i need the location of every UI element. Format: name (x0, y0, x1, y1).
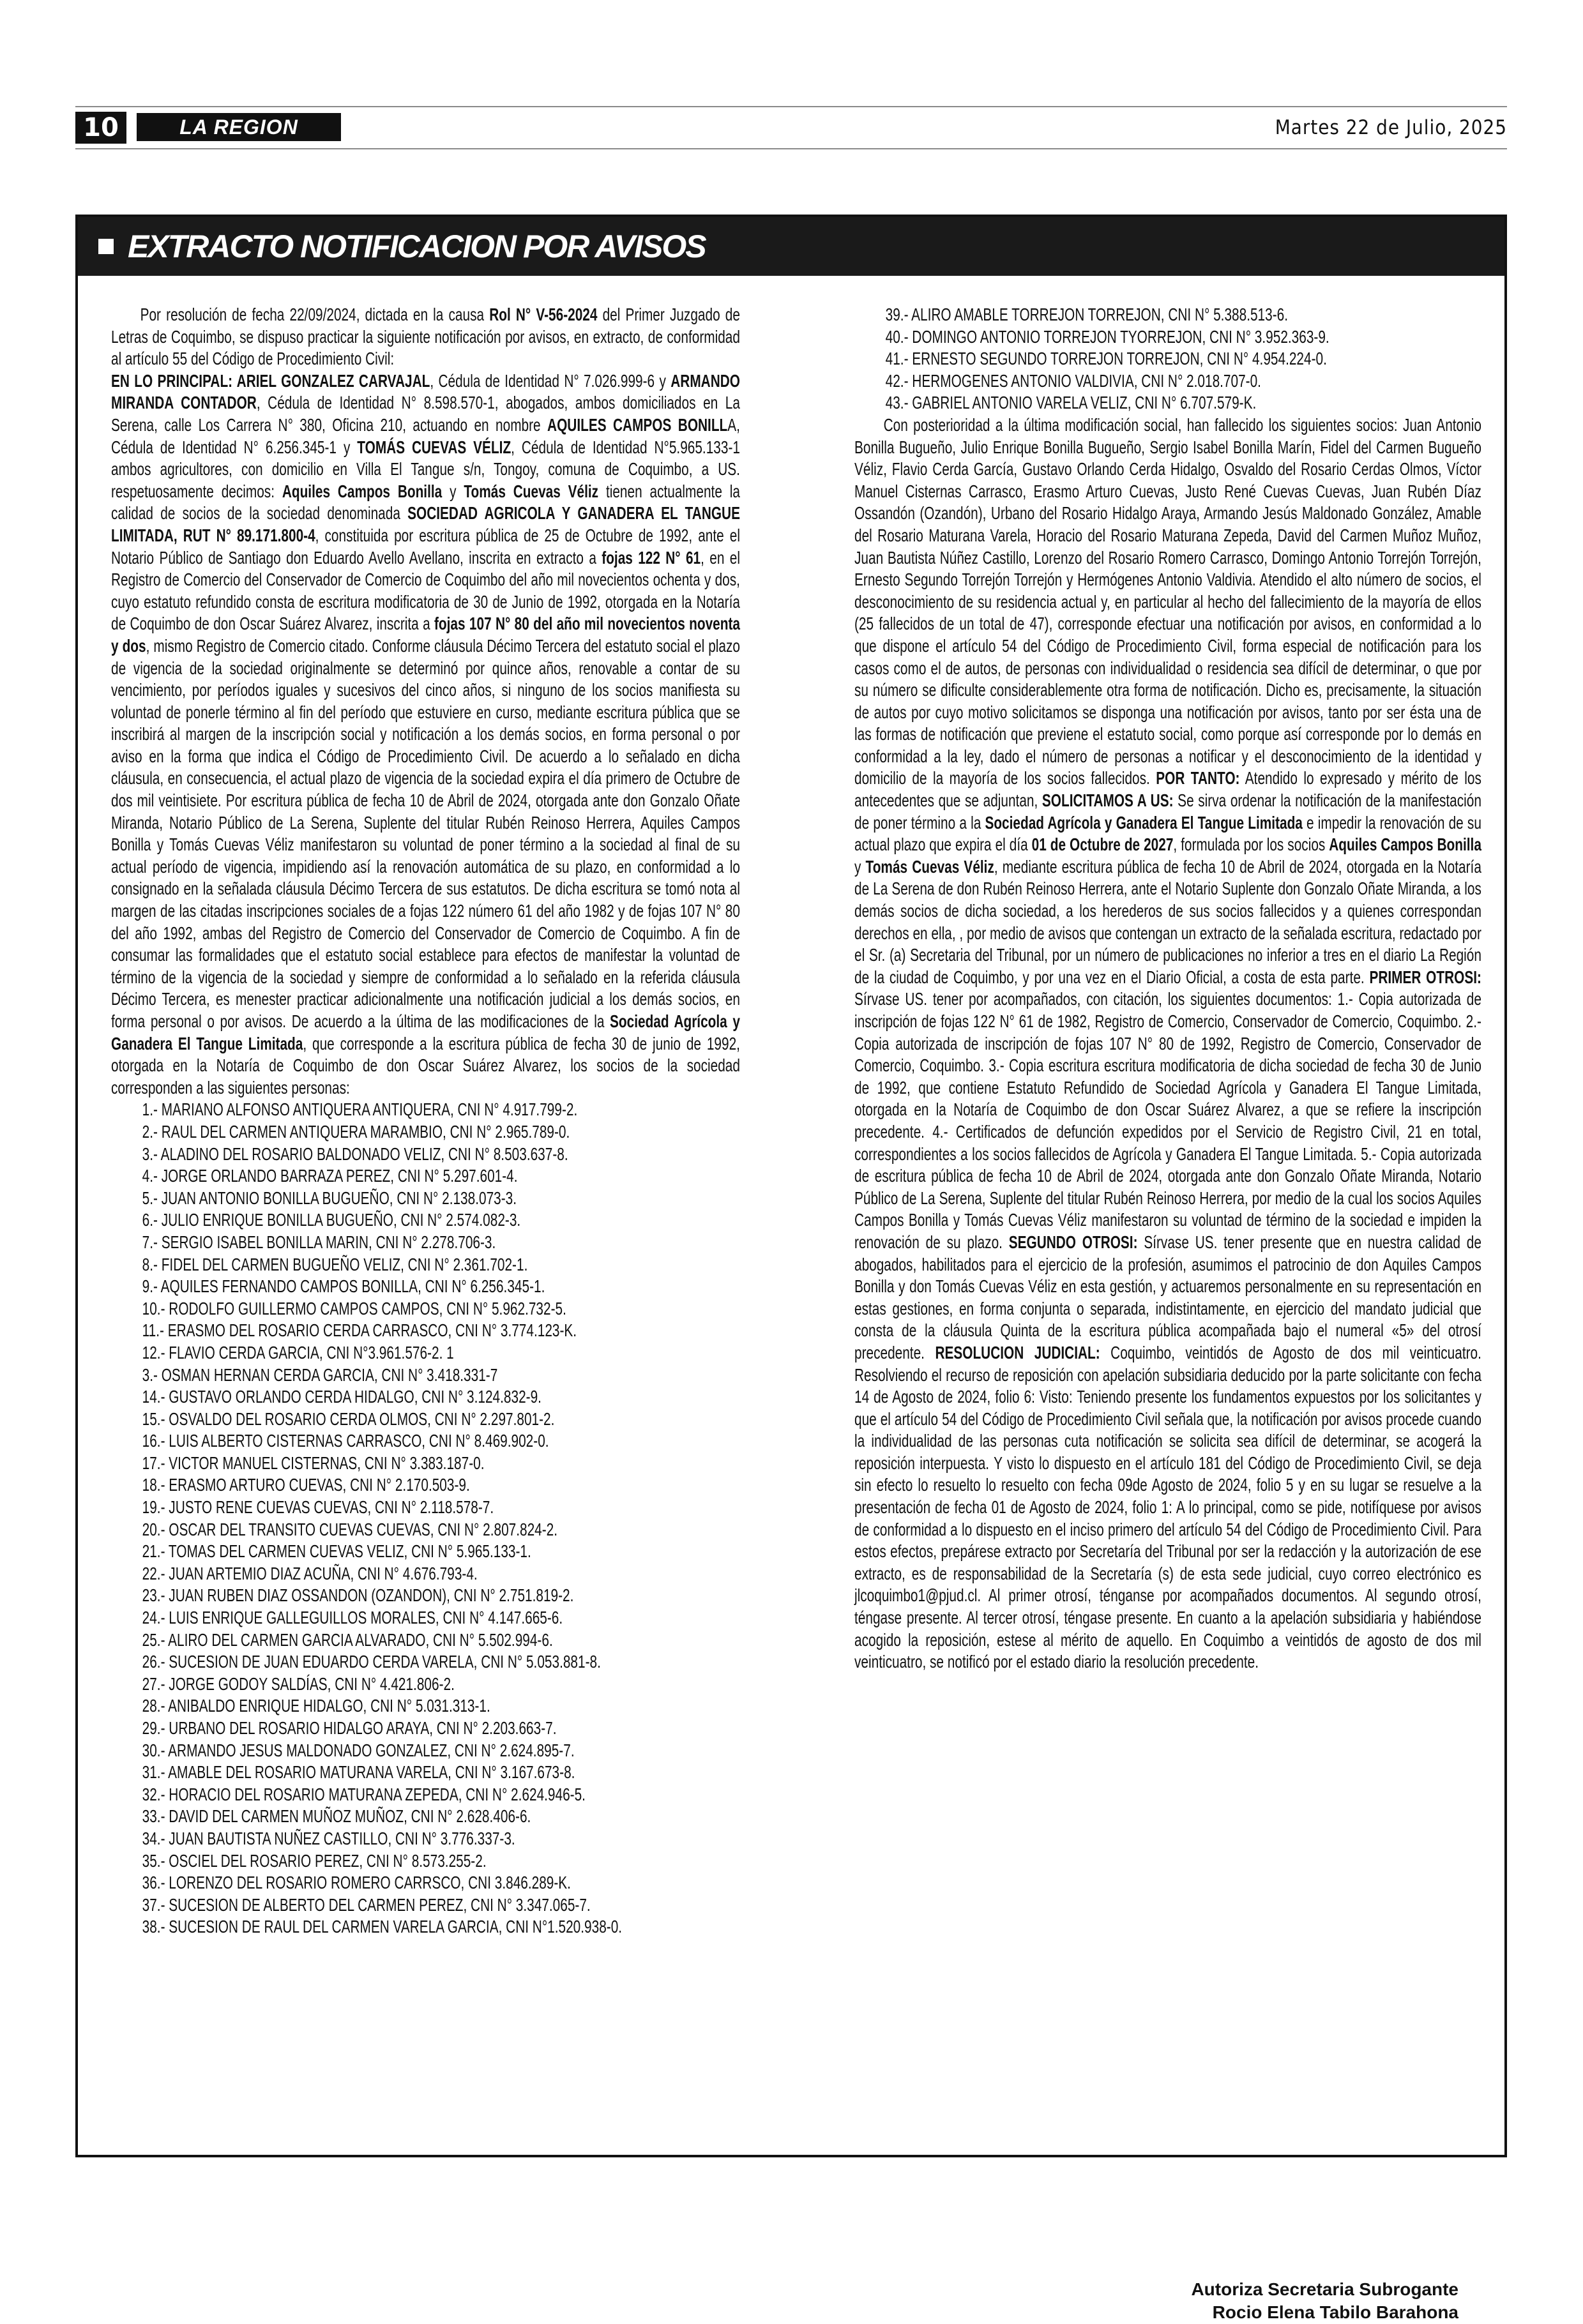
partner-entry: 16.- LUIS ALBERTO CISTERNAS CARRASCO, CNI N° 8.469.902-0. (142, 1431, 549, 1451)
partner-entry: 15.- OSVALDO DEL ROSARIO CERDA OLMOS, CNI N° 2.297.801-2. (142, 1408, 555, 1429)
partner-entry: 6.- JULIO ENRIQUE BONILLA BUGUEÑO, CNI N° 2.574.082-3. (142, 1210, 521, 1230)
notice-continuation: Con posterioridad a la última modificación social, han fallecido los siguientes socios: Juan Antonio Bonilla Bugueño, Julio Enrique Bonilla Bugueño, Sergio Isabel Bonilla Marín, Fidel del Carmen Bugueño Véliz, Flavio Cerda García, Gustavo Orlando Cerda Hidalgo, Osvaldo del Rosario Cerdas Olmos, Víctor Manuel Cisternas Carrasco, Erasmo Arturo Cuevas, Justo René Cuevas Cuevas, Juan Rubén Díaz Ossandón (Ozandón), Urbano del Rosario Hidalgo Araya, Armando Jesús Maldonado González, Amable del Rosario Maturana Varela, Horacio del Rosario Maturana Zepeda, David del Carmen Muñoz Muñoz, Juan Bautista Núñez Castillo, Lorenzo del Rosario Romero Carrasco, Domingo Antonio Torrejón Torrejón, Ernesto Segundo Torrejón Torrejón y Hermógenes Antonio Valdivia. Atendido el alto número de socios, el desconocimiento de su residencia actual y, en particular al hecho del fallecimiento de la mayoría de ellos (25 fallecidos de un total de 47), corresponde efectuar una notificación por avisos, en conformidad a lo que dispone el artículo 54 del Código de Procedimiento Civil, forma especial de notificación para los casos como el de autos, de personas con individualidad o residencia sea difícil de determinar, o que por su número se dificulte considerablemente otra forma de notificación. Dicho es, precisamente, la situación de autos por cuyo motivo solicitamos se disponga una notificación por avisos, tanto por ser ésta una de las formas de notificación que previene el estatuto social, como porque así corresponde por lo demás en conformidad a la ley, dado el número de personas a notificar y el desconocimiento de la identidad y domicilio de la mayoría de los socios fallecidos. POR TANTO: Atendido lo expresado y mérito de los antecedentes que se adjuntan, SOLICITAMOS A US: Se sirva ordenar la notificación de la manifestación de poner término a la Sociedad Agrícola y Ganadera El Tangue Limitada e impedir la renovación de su actual plazo que expira el día 01 de Octubre de 2027, formulada por los socios Aquiles Campos Bonilla y Tomás Cuevas Véliz, mediante escritura pública de fecha 10 de Abril de 2024, otorgada en la Notaría de La Serena de don Rubén Reinoso Herrera, ante el Notario Suplente don Gonzalo Oñate Miranda, a los demás socios de dicha sociedad, a los herederos de sus socios fallecidos y a quienes correspondan derechos en ella, , por medio de avisos que contengan un extracto de la señalada escritura, redactado por el Sr. (a) Secretaria del Tribunal, por un número de publicaciones no inferior a tres en el diario La Región de la ciudad de Coquimbo, y por una vez en el Diario Oficial, a costa de esta parte. PRIMER OTROSI: Sírvase US. tener por acompañados, con citación, los siguientes documentos: 1.- Copia autorizada de inscripción de fojas 122 N° 61 de 1982, Registro de Comercio, Conservador de Comercio, Coquimbo. 2.- Copia autorizada de inscripción de fojas 107 N° 80 de 1992, Registro de Comercio, Conservador de Comercio, Coquimbo. 3.- Copia escritura escritura modificatoria de dicha sociedad de fecha 30 de Junio de 1992, que contiene Estatuto Refundido de Sociedad Agrícola y Ganadera El Tangue Limitada, otorgada en la Notaría de Coquimbo de don Oscar Suárez Alvarez, a que se refiere la inscripción precedente. 4.- Certificados de defunción expedidos por el Servicio de Registro Civil, 21 en total, correspondientes a los socios fallecidos de Agrícola y Ganadera El Tangue Limitada. 5.- Copia autorizada de escritura pública de fecha 10 de Abril de 2024, otorgada ante don Gonzalo Oñate Miranda, Notario Público de La Serena, Suplente del titular Rubén Reinoso Herrera, por medio de la cual los socios Aquiles Campos Bonilla y Tomás Cuevas Véliz manifestaron su voluntad de término de la sociedad e impiden la renovación de su plazo. SEGUNDO OTROSI: Sírvase US. tener presente que en nuestra calidad de abogados, habilitados para el ejercicio de la profesión, asumimos el patrocinio de don Aquiles Campos Bonilla y don Tomás Cuevas Véliz en esta gestión, y actuaremos personalmente en su representación en estas gestiones, en forma conjunta o separada, indistintamente, en ejercicio del mandato judicial que consta de la cláusula Quinta de la escritura pública acompañada bajo el numeral «5» del otrosí precedente. RESOLUCION JUDICIAL: Coquimbo, veintidós de Agosto de dos mil veinticuatro. Resolviendo el recurso de reposición con apelación subsidiaria deducido por la parte solicitante con fecha 14 de Agosto de 2024, folio 6: Visto: Teniendo presente los fundamentos expuestos por los solicitantes y que el artículo 54 del Código de Procedimiento Civil señala que, la notificación por avisos procede cuando la individualidad de las personas cuta notificación se solicita sea difícil de determinar, se acogerá la reposición interpuesta. Y visto lo dispuesto en el artículo 181 del Código de Procedimiento Civil, se deja sin efecto lo resuelto lo resuelto con fecha 09de Agosto de 2024, folio 5 y en su lugar se resuelve a la presentación de fecha 01 de Agosto de 2024, folio 1: A lo principal, como se pide, notifíquese por avisos de conformidad a lo dispuesto en el inciso primero del artículo 54 del Código de Procedimiento Civil. Para estos efectos, prepárese extracto por Secretaría del Tribunal por ser la redacción y la autorización de ese extracto, es de responsabilidad de la Secretaría (s) de esta sede judicial, cuyo correo electrónico es jlcoquimbo1@pjud.cl. Al primer otrosí, ténganse por acompañados documentos. Al segundo otrosí, téngase presente. Al tercer otrosí, téngase presente. En cuanto a la apelación subsidiaria y habiéndose acogido la reposición, estese al mérito de aquello. En Coquimbo a veintidós de agosto de dos mil veinticuatro, se notificó por el estado diario la resolución precedente. (854, 414, 1481, 1672)
partner-entry: 35.- OSCIEL DEL ROSARIO PEREZ, CNI N° 8.573.255-2. (142, 1850, 487, 1871)
notice-intro: Por resolución de fecha 22/09/2024, dictada en la causa Rol N° V-56-2024 del Primer Juzgado de Letras de Coquimbo, se dispuso practicar la siguiente notificación por avisos, en extracto, de conformidad al artículo 55 del Código de Procedimiento Civil: (111, 305, 740, 369)
partner-entry: 5.- JUAN ANTONIO BONILLA BUGUEÑO, CNI N° 2.138.073-3. (142, 1188, 517, 1208)
partner-entry: 1.- MARIANO ALFONSO ANTIQUERA ANTIQUERA, CNI N° 4.917.799-2. (142, 1099, 578, 1120)
header-rule (75, 148, 1507, 149)
partner-entry: 36.- LORENZO DEL ROSARIO ROMERO CARRSCO, CNI 3.846.289-K. (142, 1873, 571, 1893)
partner-entry: 29.- URBANO DEL ROSARIO HIDALGO ARAYA, CNI N° 2.203.663-7. (142, 1718, 557, 1738)
partner-entry: 23.- JUAN RUBEN DIAZ OSSANDON (OZANDON), CNI N° 2.751.819-2. (142, 1585, 574, 1606)
partner-entry: 12.- FLAVIO CERDA GARCIA, CNI N°3.961.576-2. 1 (142, 1342, 454, 1362)
signature-name: Rocio Elena Tabilo Barahona (1212, 2302, 1458, 2322)
page-number: 10 (75, 112, 126, 144)
partner-entry: 7.- SERGIO ISABEL BONILLA MARIN, CNI N° 2.278.706-3. (142, 1232, 496, 1252)
partners-list-left (111, 1099, 740, 1938)
partner-entry: 21.- TOMAS DEL CARMEN CUEVAS VELIZ, CNI N° 5.965.133-1. (142, 1541, 531, 1562)
square-bullet-icon (98, 239, 114, 254)
partner-entry: 10.- RODOLFO GUILLERMO CAMPOS CAMPOS, CNI N° 5.962.732-5. (142, 1298, 566, 1318)
page-header (75, 112, 1507, 144)
partner-entry: 40.- DOMINGO ANTONIO TORREJON TYORREJON, CNI N° 3.952.363-9. (885, 326, 1329, 347)
notice-title: EXTRACTO NOTIFICACION POR AVISOS (128, 229, 706, 264)
partner-entry: 42.- HERMOGENES ANTONIO VALDIVIA, CNI N° 2.018.707-0. (885, 370, 1261, 391)
partners-list-right (854, 304, 1481, 414)
partner-entry: 39.- ALIRO AMABLE TORREJON TORREJON, CNI N° 5.388.513-6. (885, 305, 1289, 324)
partner-entry: 8.- FIDEL DEL CARMEN BUGUEÑO VELIZ, CNI N° 2.361.702-1. (142, 1254, 528, 1274)
signature-block (1191, 2278, 1458, 2324)
partner-entry: 26.- SUCESION DE JUAN EDUARDO CERDA VARELA, CNI N° 5.053.881-8. (142, 1652, 601, 1672)
notice-title-bar (78, 217, 1504, 276)
notice-column-left (111, 304, 740, 1938)
notice-principal: EN LO PRINCIPAL: ARIEL GONZALEZ CARVAJAL, Cédula de Identidad N° 7.026.999-6 y ARMANDO MIRANDA CONTADOR, Cédula de Identidad N° 8.598.570-1, abogados, ambos domiciliados en La Serena, calle Los Carrera N° 380, Oficina 210, actuando en nombre AQUILES CAMPOS BONILLA, Cédula de Identidad N° 6.256.345-1 y TOMÁS CUEVAS VÉLIZ, Cédula de Identidad N°5.965.133-1 ambos agricultores, con domicilio en Villa El Tangue s/n, Tongoy, comuna de Coquimbo, a US. respetuosamente decimos: Aquiles Campos Bonilla y Tomás Cuevas Véliz tienen actualmente la calidad de socios de la sociedad denominada SOCIEDAD AGRICOLA Y GANADERA EL TANGUE LIMITADA, RUT N° 89.171.800-4, constituida por escritura pública de 25 de Octubre de 1992, ante el Notario Público de Santiago don Eduardo Avello Avellano, inscrita en extracto a fojas 122 N° 61, en el Registro de Comercio del Conservador de Comercio de Coquimbo del año mil novecientos ochenta y dos, cuyo estatuto refundido consta de escritura modificatoria de 30 de Junio de 1992, otorgada en la Notaría de Coquimbo de don Oscar Suárez Alvarez, inscrita a fojas 107 N° 80 del año mil novecientos noventa y dos, mismo Registro de Comercio citado. Conforme cláusula Décimo Tercera del estatuto social el plazo de vigencia de la sociedad originalmente se determinó por quince años, renovable a contar de su vencimiento, por períodos iguales y sucesivos del cinco años, si ninguno de los socios manifiesta su voluntad de ponerle término al fin del período que estuviere en curso, mediante escritura pública que se inscribirá al margen de la inscripción social y notificación a los demás socios, en forma personal o por aviso en la forma que indica el Código de Procedimiento Civil. De acuerdo a lo señalado en dicha cláusula, en consecuencia, el actual plazo de vigencia de la sociedad expira el día primero de Octubre de dos mil veintisiete. Por escritura pública de fecha 10 de Abril de 2024, otorgada ante don Gonzalo Oñate Miranda, Notario Público de La Serena, Suplente del titular Rubén Reinoso Herrera, Aquiles Campos Bonilla y Tomás Cuevas Véliz manifestaron su voluntad de poner término a la sociedad al final de su actual período de vigencia, impidiendo así la renovación automática de su plazo, en conformidad a lo consignado en la señalada cláusula Décimo Tercera de sus estatutos. De dicha escritura se tomó nota al margen de las citadas inscripciones sociales de a fojas 122 número 61 del año 1982 y de fojas 107 N° 80 del año 1992, ambas del Registro de Comercio del Conservador de Comercio de Coquimbo. A fin de consumar las formalidades que el estatuto social establece para efectos de manifestar la voluntad de término de la vigencia de la sociedad y siempre de conformidad a lo señalado en la referida cláusula Décimo Tercera, es menester practicar adicionalmente una notificación judicial a los demás socios, en forma personal o por avisos. De acuerdo a la última de las modificaciones de la Sociedad Agrícola y Ganadera El Tangue Limitada, que corresponde a la escritura pública de fecha 30 de junio de 1992, otorgada en la Notaría de Coquimbo de don Oscar Suárez Alvarez, los socios de la sociedad corresponden a las siguientes personas: (111, 370, 740, 1098)
partner-entry: 43.- GABRIEL ANTONIO VARELA VELIZ, CNI N° 6.707.579-K. (885, 393, 1257, 413)
top-rule (75, 106, 1507, 107)
partner-entry: 3.- ALADINO DEL ROSARIO BALDONADO VELIZ, CNI N° 8.503.637-8. (142, 1143, 568, 1164)
newspaper-logo: LA REGION (137, 113, 341, 141)
partner-entry: 41.- ERNESTO SEGUNDO TORREJON TORREJON, CNI N° 4.954.224-0. (885, 349, 1327, 369)
partner-entry: 31.- AMABLE DEL ROSARIO MATURANA VARELA, CNI N° 3.167.673-8. (142, 1762, 575, 1783)
partner-entry: 24.- LUIS ENRIQUE GALLEGUILLOS MORALES, CNI N° 4.147.665-6. (142, 1608, 563, 1628)
partner-entry: 18.- ERASMO ARTURO CUEVAS, CNI N° 2.170.503-9. (142, 1475, 470, 1495)
notice-column-right (854, 304, 1481, 1673)
issue-date: Martes 22 de Julio, 2025 (1275, 116, 1507, 139)
partner-entry: 33.- DAVID DEL CARMEN MUÑOZ MUÑOZ, CNI N° 2.628.406-6. (142, 1806, 531, 1827)
partner-entry: 3.- OSMAN HERNAN CERDA GARCIA, CNI N° 3.418.331-7 (142, 1364, 498, 1385)
partner-entry: 11.- ERASMO DEL ROSARIO CERDA CARRASCO, CNI N° 3.774.123-K. (142, 1320, 577, 1341)
legal-notice (75, 215, 1507, 2322)
partner-entry: 2.- RAUL DEL CARMEN ANTIQUERA MARAMBIO, CNI N° 2.965.789-0. (142, 1121, 570, 1142)
partner-entry: 38.- SUCESION DE RAUL DEL CARMEN VARELA GARCIA, CNI N°1.520.938-0. (142, 1917, 623, 1937)
partner-entry: 30.- ARMANDO JESUS MALDONADO GONZALEZ, CNI N° 2.624.895-7. (142, 1740, 575, 1760)
partner-entry: 9.- AQUILES FERNANDO CAMPOS BONILLA, CNI N° 6.256.345-1. (142, 1276, 545, 1297)
partner-entry: 22.- JUAN ARTEMIO DIAZ ACUÑA, CNI N° 4.676.793-4. (142, 1563, 478, 1583)
partner-entry: 27.- JORGE GODOY SALDÍAS, CNI N° 4.421.806-2. (142, 1673, 455, 1694)
partner-entry: 34.- JUAN BAUTISTA NUÑEZ CASTILLO, CNI N° 3.776.337-3. (142, 1828, 515, 1848)
partner-entry: 14.- GUSTAVO ORLANDO CERDA HIDALGO, CNI N° 3.124.832-9. (142, 1387, 542, 1407)
partner-entry: 17.- VICTOR MANUEL CISTERNAS, CNI N° 3.383.187-0. (142, 1452, 485, 1473)
partner-entry: 28.- ANIBALDO ENRIQUE HIDALGO, CNI N° 5.031.313-1. (142, 1696, 490, 1716)
partner-entry: 19.- JUSTO RENE CUEVAS CUEVAS, CNI N° 2.118.578-7. (142, 1497, 494, 1518)
partner-entry: 25.- ALIRO DEL CARMEN GARCIA ALVARADO, CNI N° 5.502.994-6. (142, 1629, 553, 1650)
signature-title: Autoriza Secretaria Subrogante (1191, 2279, 1458, 2299)
partner-entry: 37.- SUCESION DE ALBERTO DEL CARMEN PEREZ, CNI N° 3.347.065-7. (142, 1894, 591, 1915)
partner-entry: 20.- OSCAR DEL TRANSITO CUEVAS CUEVAS, CNI N° 2.807.824-2. (142, 1519, 558, 1539)
partner-entry: 32.- HORACIO DEL ROSARIO MATURANA ZEPEDA, CNI N° 2.624.946-5. (142, 1784, 586, 1804)
partner-entry: 4.- JORGE ORLANDO BARRAZA PEREZ, CNI N° 5.297.601-4. (142, 1166, 518, 1186)
